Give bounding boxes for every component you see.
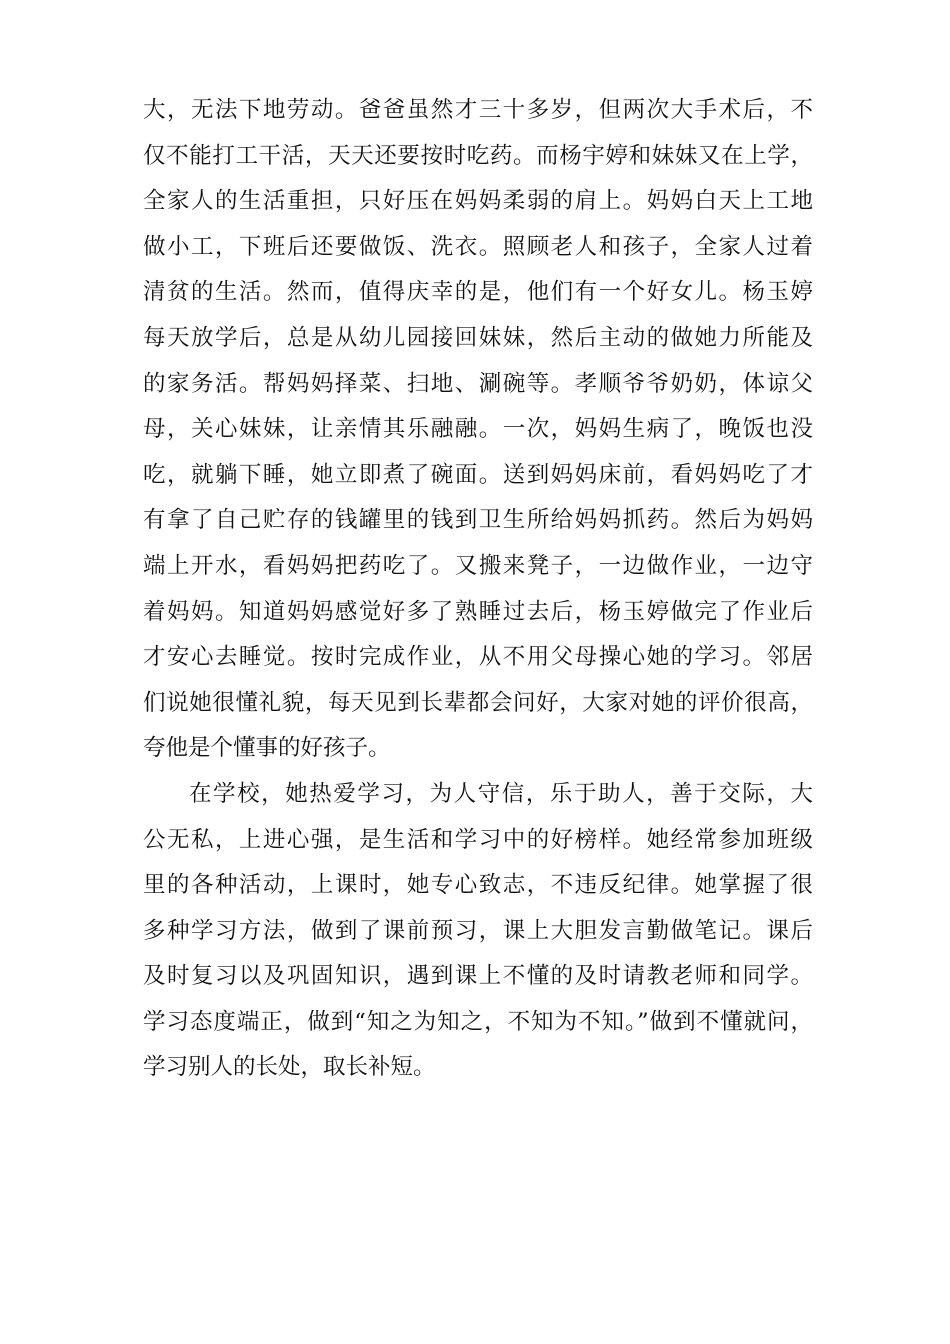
text-line: 端上开水，看妈妈把药吃了。又搬来凳子，一边做作业，一边守 xyxy=(143,552,813,579)
text-line: 吃，就躺下睡，她立即煮了碗面。送到妈妈床前，看妈妈吃了才 xyxy=(143,461,813,488)
text-line: 才安心去睡觉。按时完成作业，从不用父母操心她的学习。邻居 xyxy=(143,644,813,671)
paragraph xyxy=(143,88,813,772)
text-line: 做小工，下班后还要做饭、洗衣。照顾老人和孩子，全家人过着 xyxy=(143,233,813,260)
text-line: 夸他是个懂事的好孩子。 xyxy=(143,735,391,762)
text-line: 每天放学后，总是从幼儿园接回妹妹，然后主动的做她力所能及 xyxy=(143,324,813,351)
text-line: 学习别人的长处，取长补短。 xyxy=(143,1054,436,1081)
text-line: 里的各种活动，上课时，她专心致志，不违反纪律。她掌握了很 xyxy=(143,872,813,899)
text-line: 公无私，上进心强，是生活和学习中的好榜样。她经常参加班级 xyxy=(143,826,813,853)
text-line: 仅不能打工干活，天天还要按时吃药。而杨宇婷和妹妹又在上学， xyxy=(143,142,813,169)
text-line: 的家务活。帮妈妈择菜、扫地、涮碗等。孝顺爷爷奶奶，体谅父 xyxy=(143,370,813,397)
paragraph xyxy=(143,772,813,1091)
text-line: 在学校，她热爱学习，为人守信，乐于助人，善于交际，大 xyxy=(189,780,813,807)
text-line: 有拿了自己贮存的钱罐里的钱到卫生所给妈妈抓药。然后为妈妈 xyxy=(143,507,813,534)
text-line: 母，关心妹妹，让亲情其乐融融。一次，妈妈生病了，晚饭也没 xyxy=(143,416,813,443)
text-line: 清贫的生活。然而，值得庆幸的是，他们有一个好女儿。杨玉婷 xyxy=(143,279,813,306)
text-line: 多种学习方法，做到了课前预习，课上大胆发言勤做笔记。课后 xyxy=(143,917,813,944)
text-line: 们说她很懂礼貌，每天见到长辈都会问好，大家对她的评价很高， xyxy=(143,689,813,716)
text-line: 及时复习以及巩固知识，遇到课上不懂的及时请教老师和同学。 xyxy=(143,963,813,990)
text-line: 学习态度端正，做到“知之为知之，不知为不知。”做到不懂就问， xyxy=(143,1008,813,1035)
body-text xyxy=(143,88,813,1091)
text-line: 着妈妈。知道妈妈感觉好多了熟睡过去后，杨玉婷做完了作业后 xyxy=(143,598,813,625)
text-line: 大，无法下地劳动。爸爸虽然才三十多岁，但两次大手术后，不 xyxy=(143,97,813,123)
text-line: 全家人的生活重担，只好压在妈妈柔弱的肩上。妈妈白天上工地 xyxy=(143,188,813,215)
